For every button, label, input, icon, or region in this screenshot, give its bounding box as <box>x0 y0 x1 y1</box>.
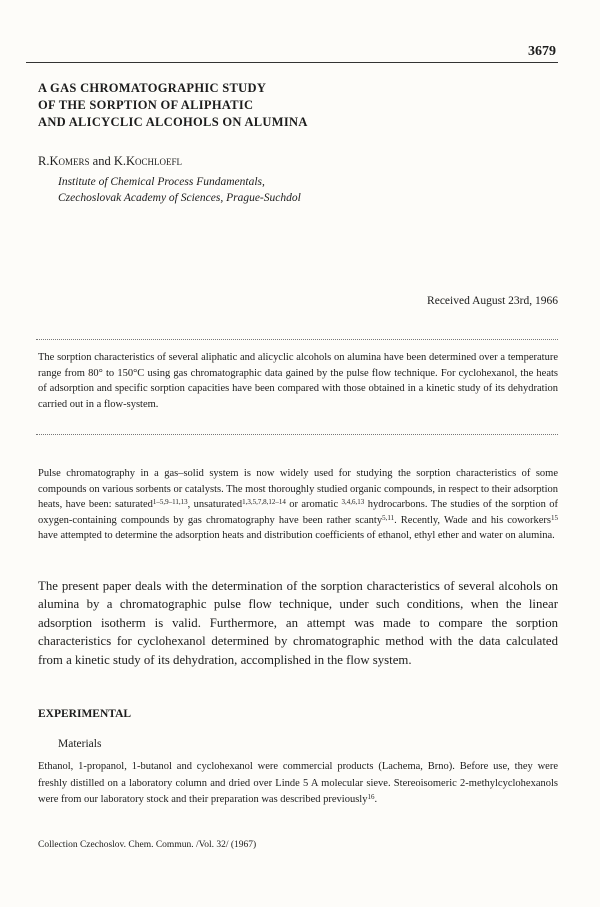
page-number: 3679 <box>528 44 556 59</box>
header-rule <box>26 62 558 63</box>
subsection-heading: Materials <box>58 738 102 750</box>
materials-paragraph <box>38 759 558 809</box>
title-line: AND ALICYCLIC ALCOHOLS ON ALUMINA <box>38 115 308 129</box>
author-connector: and <box>89 154 114 168</box>
affiliation-line: Czechoslovak Academy of Sciences, Prague-Suchdol <box>58 192 301 204</box>
citation-ref: 1–5,9–11,13 <box>152 498 188 507</box>
text-run: . Recently, Wade and his coworkers <box>394 514 551 526</box>
title-line: A GAS CHROMATOGRAPHIC STUDY <box>38 81 267 95</box>
intro-paragraph-1 <box>38 466 558 544</box>
affiliation <box>58 174 301 206</box>
author-name: Kochloefl <box>125 154 183 168</box>
citation-ref: 5,11 <box>382 513 395 522</box>
affiliation-line: Institute of Chemical Process Fundamentals, <box>58 176 265 188</box>
journal-footer: Collection Czechoslov. Chem. Commun. /Vol. 32/ (1967) <box>38 840 257 850</box>
text-run: Pulse chromatography in a gas–solid system is now widely used for studying the sorption characteristics of some compounds on various sorbents or catalysts. The most thoroughly studied organic compounds, in respect to their adsorption heats, have been: saturated <box>38 468 558 511</box>
author-initial: R. <box>38 154 50 168</box>
abstract-rule-top <box>36 339 558 340</box>
citation-ref: 1,3,5,7,8,12–14 <box>242 498 286 507</box>
author-initial: K. <box>113 154 126 168</box>
text-run: hydrocarbons. The studies of the sorption of oxygen-containing compounds by gas chromatography have been rather scanty <box>38 499 558 526</box>
title-line: OF THE SORPTION OF ALIPHATIC <box>38 98 254 112</box>
text-run: Ethanol, 1-propanol, 1-butanol and cyclohexanol were commercial products (Lachema, Brno). Before use, they were freshly distilled on a laboratory column and dried over Linde 5 A molecular sieve. Stereoisomeric 2-methylcyclohexanols were from our laboratory stock and their preparation was described previously <box>38 761 558 805</box>
author-name: Komers <box>49 154 90 168</box>
text-run: . <box>374 794 378 805</box>
citation-ref: 3,4,6,13 <box>341 498 365 507</box>
received-date: Received August 23rd, 1966 <box>427 295 558 307</box>
text-run: or aromatic <box>285 499 342 511</box>
citation-ref: 15 <box>550 513 558 522</box>
text-run: , unsaturated <box>187 499 243 511</box>
authors <box>38 154 182 169</box>
abstract: The sorption characteristics of several aliphatic and alicyclic alcohols on alumina have been determined over a temperature range from 80° to 150°C using gas chromatographic data gained by the pulse flow technique. For cyclohexanol, the heats of adsorption and specific sorption capacities have been compared with those obtained in a kinetic study of its dehydration carried out in a flow-system. <box>38 352 558 410</box>
abstract-rule-bottom <box>36 434 558 435</box>
section-heading: EXPERIMENTAL <box>38 708 132 720</box>
citation-ref: 16 <box>367 793 375 801</box>
text-run: have attempted to determine the adsorption heats and distribution coefficients of ethanol, ethyl ether and water on alumina. <box>38 530 555 542</box>
article-title <box>38 80 538 131</box>
intro-paragraph-2: The present paper deals with the determination of the sorption characteristics of several alcohols on alumina by a chromatographic pulse flow technique, under such conditions, when the linear adsorption isotherm is valid. Furthermore, an attempt was made to compare the sorption characteristics for cyclohexanol determined by chromatographic method with the data calculated from a kinetic study of its dehydration, accomplished in the flow system. <box>38 579 558 667</box>
